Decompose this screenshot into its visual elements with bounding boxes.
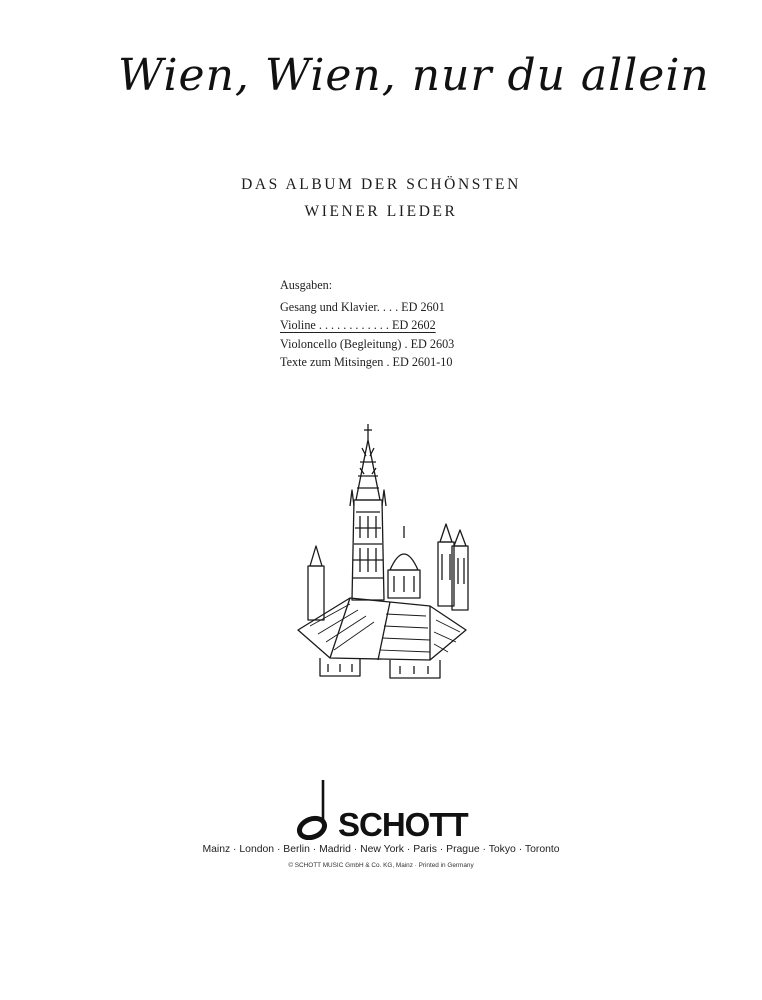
editions-list xyxy=(280,276,500,372)
edition-row-voice-piano: Gesang und Klavier. . . . ED 2601 xyxy=(280,299,445,314)
schott-logo xyxy=(292,778,472,843)
edition-row-violin: Violine . . . . . . . . . . . . ED 2602 xyxy=(280,318,436,332)
album-title: Wien, Wien, nur du allein xyxy=(118,50,710,101)
edition-row-violoncello: Violoncello (Begleitung) . ED 2603 xyxy=(280,336,455,351)
publisher-cities: Mainz · London · Berlin · Madrid · New York · Paris · Prague · Tokyo · Toronto xyxy=(202,844,560,855)
publisher-name: SCHOTT xyxy=(338,806,468,843)
subtitle-line-2: WIENER LIEDER xyxy=(304,203,458,220)
music-note-icon xyxy=(292,778,340,840)
subtitle-line-1: DAS ALBUM DER SCHÖNSTEN xyxy=(241,176,521,193)
editions-heading: Ausgaben: xyxy=(280,278,333,292)
stephansdom-illustration xyxy=(290,420,480,680)
copyright-line: © SCHOTT MUSIC GmbH & Co. KG, Mainz · Printed in Germany xyxy=(288,862,474,869)
edition-row-lyrics: Texte zum Mitsingen . ED 2601-10 xyxy=(280,355,453,369)
